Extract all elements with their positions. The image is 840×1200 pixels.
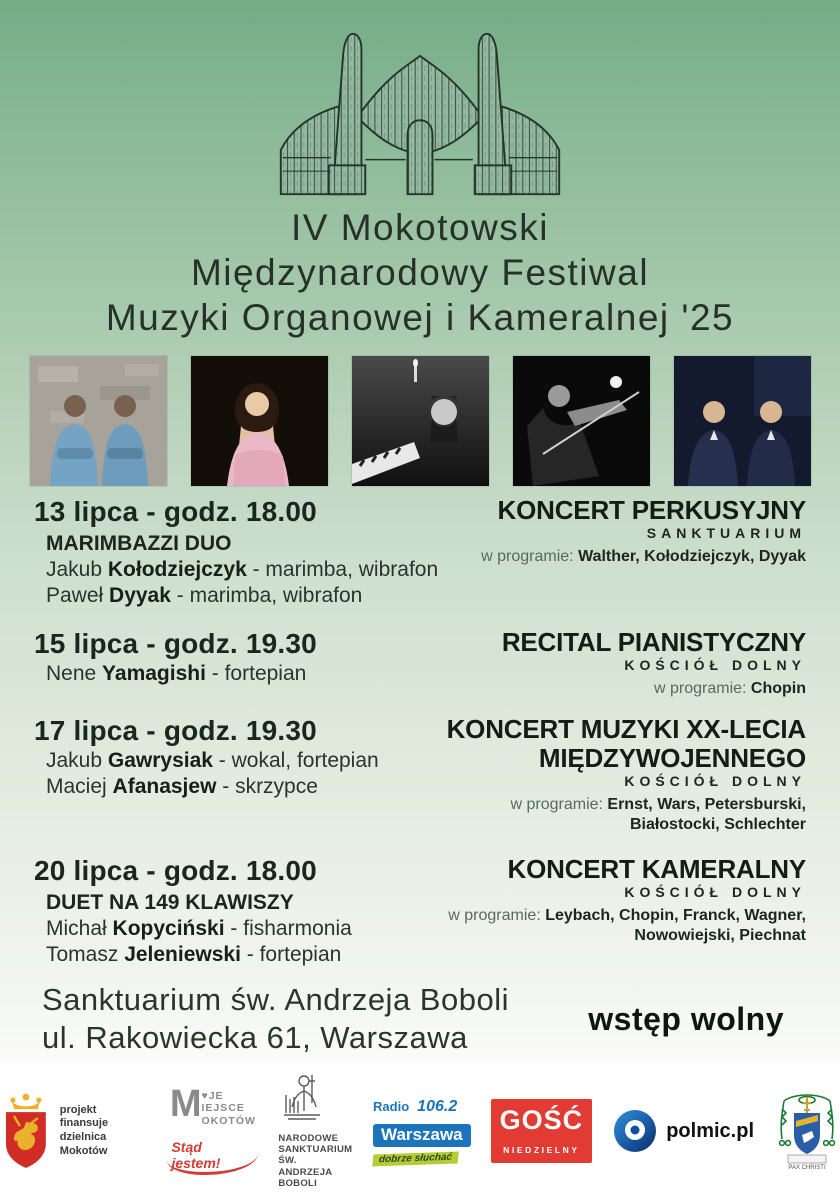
festival-title	[0, 205, 840, 340]
venue-street: ul. Rakowiecka 61, Warszawa	[42, 1020, 468, 1056]
concert-2-performer-1: Nene Yamagishi - fortepian	[46, 662, 307, 686]
warsaw-mermaid-shield-icon	[0, 1092, 52, 1170]
logo-gosc-niedzielny	[491, 1099, 593, 1163]
concert-2-date: 15 lipca - godz. 19.30	[34, 628, 317, 660]
title-line-1: IV Mokotowski	[290, 207, 549, 248]
gosc-subtitle: NIEDZIELNY	[503, 1145, 580, 1155]
performer-photo-man-at-piano	[352, 356, 489, 486]
concert-3-title: KONCERT MUZYKI XX-LECIA MIĘDZYWOJENNEGO	[446, 714, 806, 773]
organ-pipes-illustration	[270, 6, 570, 198]
mokotow-funding-text: projekt finansuje dzielnica Mokotów	[59, 1103, 109, 1157]
concert-1-performer-1: Jakub Kołodziejczyk - marimba, wibrafon	[46, 558, 439, 582]
concert-4-right	[436, 855, 806, 946]
radio-frequency: 106.2	[417, 1097, 458, 1115]
moje-miejsce-tagline: Stąd jestem!	[167, 1139, 258, 1175]
logo-moje-miejsce-mokotow	[167, 1083, 258, 1174]
sanktuarium-text: NARODOWE SANKTUARIUM ŚW. ANDRZEJA BOBOLI	[278, 1132, 353, 1190]
logo-strip	[0, 1062, 840, 1200]
performer-photos	[0, 356, 840, 486]
concert-row-3	[34, 715, 806, 834]
polmic-name: polmic.pl	[666, 1119, 755, 1142]
concert-3-venue: KOŚCIÓŁ DOLNY	[624, 772, 806, 789]
concert-row-2	[34, 628, 806, 699]
concert-4-title: KONCERT KAMERALNY	[507, 853, 806, 884]
concert-3-program: w programie: Ernst, Wars, Petersburski, Białostocki, Schlechter	[510, 795, 806, 833]
concert-row-4	[34, 855, 806, 967]
bishop-coat-of-arms-icon	[774, 1091, 840, 1165]
concert-3-right	[386, 715, 806, 834]
logo-mokotow-district	[0, 1092, 147, 1170]
organ-illustration-wrap	[0, 0, 840, 203]
performer-photo-violinist	[513, 356, 650, 486]
saint-sketch-icon	[278, 1073, 324, 1125]
concert-4-date: 20 lipca - godz. 18.00	[34, 854, 317, 886]
concert-4-program: w programie: Leybach, Chopin, Franck, Wagner, Nowowiejski, Piechnat	[448, 906, 806, 944]
concert-2-right	[502, 628, 806, 699]
concert-1-right	[481, 496, 806, 567]
performer-photo-keyboard-duo	[674, 356, 811, 486]
concert-3-left	[34, 715, 379, 799]
concert-row-1	[34, 496, 806, 608]
logo-bishop-crest	[774, 1091, 840, 1171]
radio-tagline: dobrze słuchać	[372, 1151, 458, 1166]
performer-photo-marimba-duo	[30, 356, 167, 486]
concert-2-left	[34, 628, 317, 686]
gosc-name: GOŚĆ	[499, 1105, 584, 1135]
concert-4-venue: KOŚCIÓŁ DOLNY	[624, 883, 806, 900]
polmic-circle-icon	[612, 1108, 658, 1154]
concert-1-left	[34, 496, 438, 608]
title-line-3: Muzyki Organowej i Kameralnej '25	[105, 297, 735, 339]
concert-3-date: 17 lipca - godz. 19.30	[34, 715, 317, 747]
venue-row	[0, 981, 840, 1059]
performer-photo-pianist-pink-dress	[191, 356, 328, 486]
concert-1-program: w programie: Walther, Kołodziejczyk, Dyyak	[481, 548, 806, 566]
logo-radio-warszawa	[373, 1098, 471, 1165]
concert-1-performer-2: Paweł Dyyak - marimba, wibrafon	[46, 584, 363, 608]
concert-4-performer-1: Michał Kopyciński - fisharmonia	[46, 916, 352, 940]
concert-3-performer-2: Maciej Afanasjew - skrzypce	[46, 775, 318, 799]
concert-4-left	[34, 855, 352, 967]
concert-4-ensemble: DUET NA 149 KLAWISZY	[46, 890, 294, 914]
concert-2-venue: KOŚCIÓŁ DOLNY	[624, 657, 806, 674]
venue-address	[42, 981, 509, 1059]
concert-3-performer-1: Jakub Gawrysiak - wokal, fortepian	[46, 749, 379, 773]
concert-1-date: 13 lipca - godz. 18.00	[34, 496, 317, 528]
crest-banner-text: PAX CHRISTI	[788, 1165, 826, 1171]
concert-2-title: RECITAL PIANISTYCZNY	[501, 627, 806, 658]
concert-1-title: KONCERT PERKUSYJNY	[497, 495, 806, 526]
concert-1-ensemble: MARIMBAZZI DUO	[46, 532, 232, 556]
radio-word: Radio	[373, 1098, 410, 1114]
concert-2-program: w programie: Chopin	[653, 680, 806, 698]
title-line-2: Międzynarodowy Festiwal	[190, 252, 650, 294]
moje-miejsce-lines: ♥JE IEJSCE OKOTÓW	[201, 1090, 256, 1127]
concert-1-venue: SANKTUARIUM	[646, 525, 806, 542]
concert-listings	[0, 496, 840, 966]
radio-city: Warszawa	[373, 1124, 471, 1147]
venue-name: Sanktuarium św. Andrzeja Boboli	[42, 981, 509, 1017]
logo-narodowe-sanktuarium	[278, 1073, 353, 1190]
logo-polmic	[612, 1108, 754, 1154]
moje-miejsce-big-m: M	[169, 1083, 202, 1126]
concert-4-performer-2: Tomasz Jeleniewski - fortepian	[46, 942, 342, 966]
admission-free-label: wstęp wolny	[588, 1000, 784, 1037]
